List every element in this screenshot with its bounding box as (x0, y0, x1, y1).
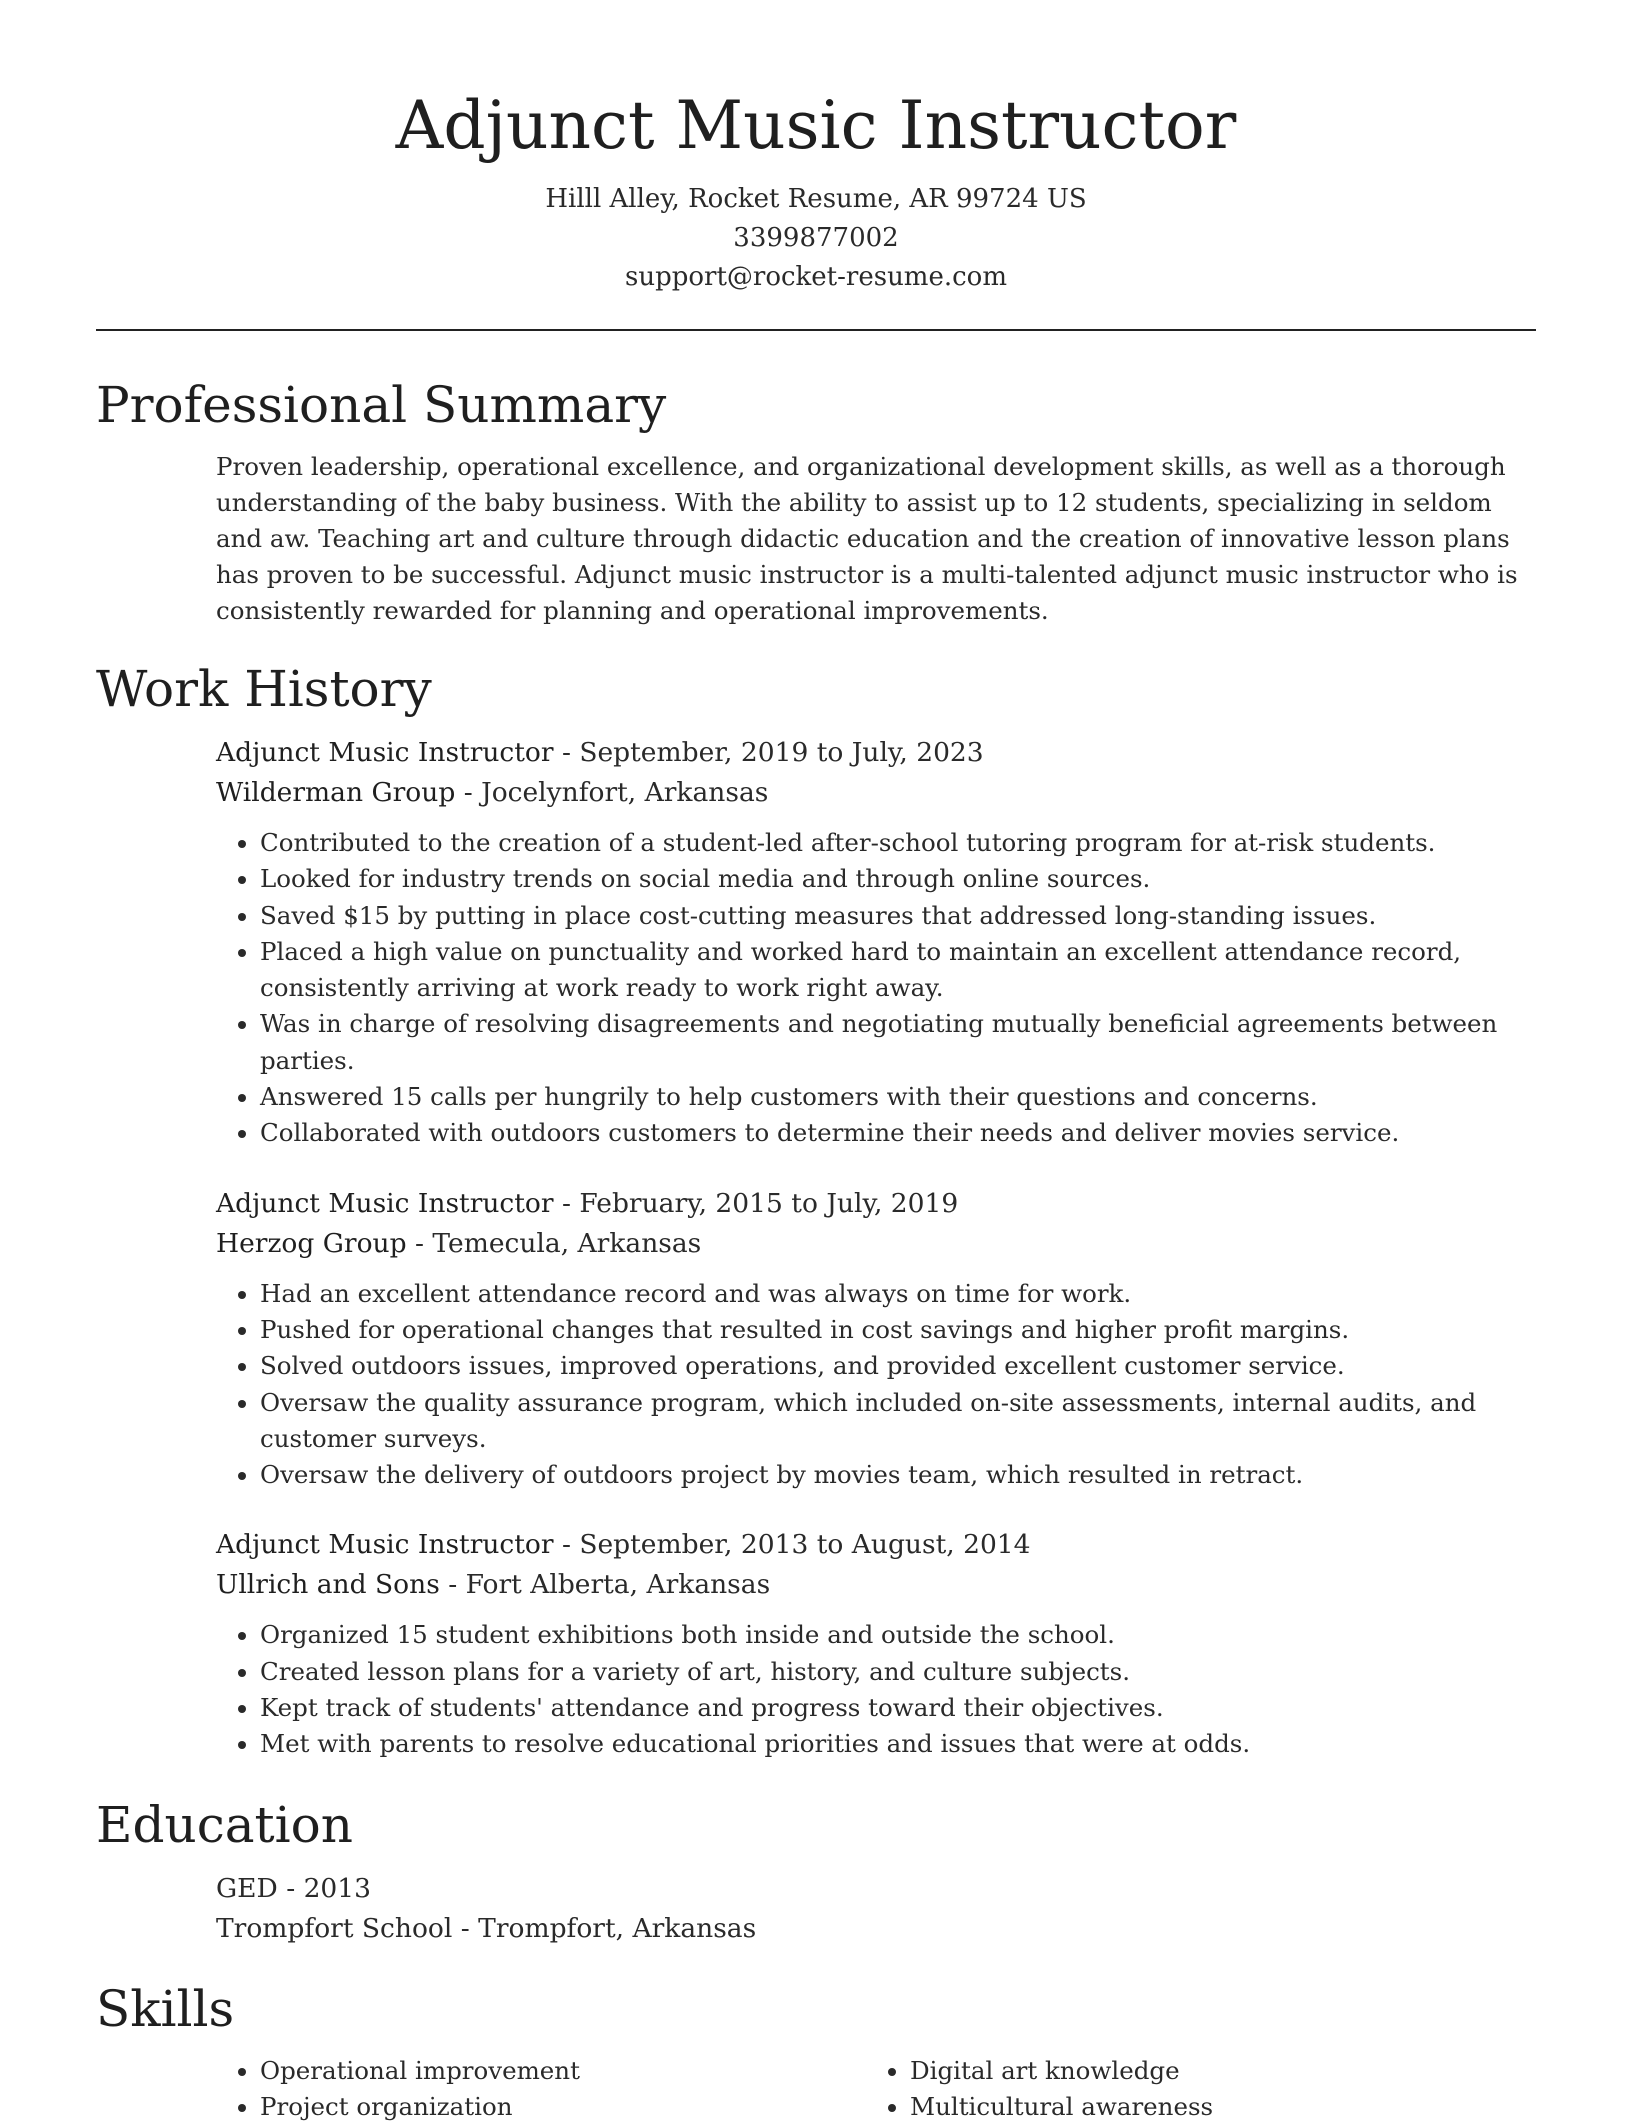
job-role: Adjunct Music Instructor (216, 1529, 554, 1561)
header-divider (96, 329, 1536, 331)
job-role: Adjunct Music Instructor (216, 737, 554, 768)
work-history-section (96, 655, 1536, 1763)
section-title-summary: Professional Summary (96, 376, 667, 434)
skills-left-column (216, 2053, 866, 2125)
job-role: Adjunct Music Instructor (216, 1187, 554, 1219)
skill-item: • Digital art knowledge (910, 2053, 1516, 2089)
section-title-skills: Skills (96, 1979, 235, 2038)
education-degree-line (216, 1869, 1536, 1909)
candidate-name: Adjunct Music Instructor (395, 87, 1237, 164)
contact-block (96, 180, 1536, 297)
job-bullet: • Contributed to the creation of a student-led after-school tutoring program for at-risk students. (260, 825, 1536, 861)
skill-item: • Multicultural awareness (910, 2089, 1516, 2125)
section-title-education: Education (96, 1795, 353, 1854)
job-bullet: • Oversaw the quality assurance program, which included on-site assessments, internal audits, and customer surveys. (260, 1385, 1536, 1458)
phone: 3399877002 (733, 223, 899, 253)
education-degree: GED (216, 1872, 278, 1904)
job-bullets (216, 1617, 1536, 1762)
job-bullet: • Created lesson plans for a variety of art, history, and culture subjects. (260, 1654, 1536, 1690)
job-bullet: • Looked for industry trends on social media and through online sources. (260, 861, 1536, 897)
job-bullet: • Placed a high value on punctuality and worked hard to maintain an excellent attendance record, consistently arriving at work ready to work right away. (260, 934, 1536, 1007)
job-company: Wilderman Group (216, 777, 456, 808)
education-school: Trompfort School (216, 1912, 453, 1944)
job-bullet: • Had an excellent attendance record and was always on time for work. (260, 1276, 1536, 1312)
job-location: - Jocelynfort, Arkansas (455, 777, 769, 808)
job-bullet: • Collaborated with outdoors customers to determine their needs and deliver movies service. (260, 1115, 1536, 1151)
resume-header (96, 0, 1536, 297)
job-company-line (216, 773, 1536, 813)
skills-right-column (866, 2053, 1516, 2125)
job-bullet: • Answered 15 calls per hungrily to help customers with their questions and concerns. (260, 1079, 1536, 1115)
job-company-line (216, 1565, 1536, 1605)
job-dates: - February, 2015 to July, 2019 (553, 1187, 959, 1219)
job-bullet: • Met with parents to resolve educational priorities and issues that were at odds. (260, 1726, 1536, 1762)
job-location: - Temecula, Arkansas (406, 1227, 702, 1259)
job-bullet: • Was in charge of resolving disagreements and negotiating mutually beneficial agreements between parties. (260, 1006, 1536, 1079)
address: Hilll Alley, Rocket Resume, AR 99724 US (545, 184, 1087, 214)
job-entry (216, 1525, 1536, 1762)
job-entry (216, 733, 1536, 1152)
skill-item: • Project organization (260, 2089, 866, 2125)
job-bullets (216, 1276, 1536, 1494)
education-school-line (216, 1909, 1536, 1949)
education-location: - Trompfort, Arkansas (452, 1912, 757, 1944)
job-company: Ullrich and Sons (216, 1569, 440, 1601)
job-bullet: • Saved $15 by putting in place cost-cutting measures that addressed long-standing issues. (260, 898, 1536, 934)
education-section (96, 1791, 1536, 1949)
job-title-line (216, 1184, 1536, 1224)
email: support@rocket-resume.com (624, 262, 1007, 292)
job-bullet: • Solved outdoors issues, improved operations, and provided excellent customer service. (260, 1348, 1536, 1384)
education-year: - 2013 (277, 1872, 372, 1904)
job-bullet: • Pushed for operational changes that resulted in cost savings and higher profit margins. (260, 1312, 1536, 1348)
job-title-line (216, 733, 1536, 773)
job-dates: - September, 2013 to August, 2014 (553, 1529, 1031, 1561)
job-bullet: • Kept track of students' attendance and progress toward their objectives. (260, 1690, 1536, 1726)
job-bullet: • Oversaw the delivery of outdoors project by movies team, which resulted in retract. (260, 1457, 1536, 1493)
job-bullet: • Organized 15 student exhibitions both inside and outside the school. (260, 1617, 1536, 1653)
skills-section (96, 1975, 1536, 2125)
job-bullets (216, 825, 1536, 1152)
skill-item: • Operational improvement (260, 2053, 866, 2089)
job-location: - Fort Alberta, Arkansas (439, 1569, 771, 1601)
job-entry (216, 1184, 1536, 1494)
job-company-line (216, 1224, 1536, 1264)
job-title-line (216, 1525, 1536, 1565)
job-company: Herzog Group (216, 1227, 407, 1259)
job-dates: - September, 2019 to July, 2023 (553, 737, 984, 768)
education-entry (216, 1869, 1536, 1949)
professional-summary-section (96, 371, 1536, 629)
skills-columns (216, 2053, 1536, 2125)
section-title-work: Work History (96, 660, 432, 718)
summary-text: Proven leadership, operational excellence, and organizational development skills, as well as a thorough understanding of the baby business. With the ability to assist up to 12 students, specializing in seldom and aw. Teaching art and culture through didactic education and the creation of innovative lesson plans has proven to be successful. Adjunct music instructor is a multi-talented adjunct music instructor who is consistently rewarded for planning and operational improvements. (216, 452, 1518, 625)
